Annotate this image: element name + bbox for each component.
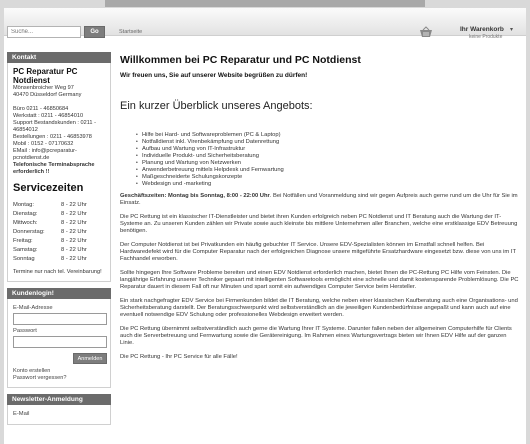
paragraph: Ein stark nachgefragter EDV Service bei Firmenkunden bildet die IT Beratung, welche neben einer klassischen Kaufberatung auch eine Organisations- und Sicherheitsberatung darstellt. Der Beratungsschwerpunkt wird selbstverständlich an die jeweiligen Kundenbedürfnisse angepaßt und kann auch auf eine eventuell notwendige EDV Schulung oder professionelles Webdesign erweitert werden. bbox=[120, 298, 518, 318]
list-item: • Aufbau und Wartung von IT-Infrastruktur bbox=[136, 146, 520, 153]
page-title: Willkommen bei PC Reparatur und PC Notdienst bbox=[120, 54, 361, 66]
address-line: Mönsenbroicher Weg 97 bbox=[13, 85, 74, 91]
forgot-password-link[interactable]: Passwort vergessen? bbox=[13, 375, 67, 381]
paragraph: Die PC Rettung übernimmt selbstverständlich auch gerne die Wartung Ihrer IT Systeme. Darunter fallen neben der allgemeinen Computerhilfe für Clients auch die Serverbetreuung und Fernwartung sowie die Gerätereinigung. Im Rahmen eines Wartungsvertrags bieten wir Ihnen EDV Hilfe auf der ganzen Linie. bbox=[120, 326, 512, 346]
welcome-text: Wir freuen uns, Sie auf unserer Website begrüßen zu dürfen! bbox=[120, 72, 308, 79]
time-cell: 8 - 22 Uhr bbox=[61, 201, 87, 208]
header bbox=[4, 8, 526, 40]
paragraph: Die PC Rettung - Ihr PC Service für alle Fälle! bbox=[120, 354, 238, 360]
paragraph: Der Computer Notdienst ist bei Privatkunden ein häufig gebuchter IT Service. Unsere EDV-Spezialisten können im Ernstfall schnell helfen. Bei Hardwaredefekt wird für die Computer Reparatur nach der erfolgreichen Diagnose unsere mitgeführte Ersatzhardware eingesetzt bzw. diese von uns im IT Fachhandel erworben. bbox=[120, 242, 516, 262]
search-input[interactable] bbox=[7, 26, 81, 38]
service-hours-table bbox=[13, 200, 87, 263]
contact-line: Werkstatt : 0211 - 46854010 bbox=[13, 113, 84, 119]
table-row bbox=[13, 236, 87, 245]
time-cell: 8 - 22 Uhr bbox=[61, 255, 87, 262]
day-cell: Freitag: bbox=[13, 237, 33, 244]
search-go-button[interactable]: Go bbox=[84, 26, 105, 38]
time-cell: 8 - 22 Uhr bbox=[61, 246, 87, 253]
time-cell: 8 - 22 Uhr bbox=[61, 228, 87, 235]
business-hours-bold: Geschäftszeiten: Montag bis Sonntag, 8:00 - 22:00 Uhr bbox=[120, 193, 270, 199]
newsletter-box bbox=[7, 405, 111, 425]
contact-line: Mobil : 0152 - 07170632 bbox=[13, 141, 74, 147]
list-item: • Individuelle Produkt- und Sicherheitsberatung bbox=[136, 153, 520, 160]
page bbox=[4, 8, 526, 444]
list-item: • Webdesign und -marketing bbox=[136, 181, 520, 188]
login-button[interactable]: Anmelden bbox=[73, 353, 107, 364]
chevron-down-icon[interactable]: ▾ bbox=[510, 27, 514, 33]
contact-box-title: Kontakt bbox=[7, 52, 111, 63]
time-cell: 8 - 22 Uhr bbox=[61, 210, 87, 217]
paragraph: Die PC Rettung ist ein klassischer IT-Dienstleister und bietet ihren Kunden erfolgreich neben PC Notdienst und IT Beratung auch die Wartung der IT-Systeme an. Zu unseren Kunden zählen wir Private sowie auch kleinste bis mittlere Unternehmen aller Branchen, welche eine erstklassige EDV Betreuung benötigen. bbox=[120, 214, 518, 234]
day-cell: Donnerstag: bbox=[13, 228, 45, 235]
day-cell: Sonntag bbox=[13, 255, 35, 262]
newsletter-email-label: E-Mail bbox=[13, 411, 30, 417]
list-item: • Planung und Wartung von Netzwerken bbox=[136, 160, 520, 167]
table-row bbox=[13, 209, 87, 218]
appointment-note: Termine nur nach tel. Vereinbarung! bbox=[13, 269, 102, 275]
table-row bbox=[13, 200, 87, 209]
hotline-note: Telefonische Terminabsprache erforderlich !! bbox=[13, 162, 95, 175]
cart-status: keine Produkte bbox=[469, 34, 503, 40]
contact-line: Büro 0211 - 46850684 bbox=[13, 106, 69, 112]
offer-list bbox=[136, 132, 520, 188]
sidebar bbox=[7, 52, 111, 425]
contact-box bbox=[7, 63, 111, 282]
list-item: • Maßgeschneiderte Schulungskonzepte bbox=[136, 174, 520, 181]
day-cell: Montag: bbox=[13, 201, 34, 208]
table-row bbox=[13, 254, 87, 263]
cart-title[interactable]: Ihr Warenkorb bbox=[460, 26, 504, 33]
time-cell: 8 - 22 Uhr bbox=[61, 219, 87, 226]
login-box-title: Kundenlogin! bbox=[7, 288, 111, 299]
business-hours-rest: . Bei Notfällen und Voranmeldung sind wir gegen Aufpreis auch gerne rund um die Uhr für Sie im Einsatz. bbox=[120, 193, 518, 206]
table-row bbox=[13, 245, 87, 254]
day-cell: Mittwoch: bbox=[13, 219, 38, 226]
login-email-field[interactable] bbox=[13, 313, 107, 325]
table-row bbox=[13, 218, 87, 227]
main-content bbox=[120, 54, 520, 368]
list-item: • Hilfe bei Hard- und Softwareproblemen (PC & Laptop) bbox=[136, 132, 520, 139]
overview-heading: Ein kurzer Überblick unseres Angebots: bbox=[120, 100, 313, 112]
company-name: PC Reparatur PC Notdienst bbox=[13, 67, 78, 85]
time-cell: 8 - 22 Uhr bbox=[61, 237, 87, 244]
login-password-field[interactable] bbox=[13, 336, 107, 348]
contact-email[interactable]: EMail : info@pcreparatur-pcnotdienst.de bbox=[13, 148, 77, 161]
table-row bbox=[13, 227, 87, 236]
top-strip bbox=[105, 0, 425, 7]
address-line: 40470 Düsseldorf Germany bbox=[13, 92, 82, 98]
list-item: • Anwenderbetreuung mittels Helpdesk und Fernwartung bbox=[136, 167, 520, 174]
basket-icon[interactable] bbox=[419, 26, 433, 38]
email-label: E-Mail-Adresse bbox=[13, 305, 53, 311]
newsletter-box-title: Newsletter-Anmeldung bbox=[7, 394, 111, 405]
breadcrumb-home[interactable]: Startseite bbox=[119, 29, 143, 35]
contact-line: Support Bestandskunden : 0211 - 46854012 bbox=[13, 120, 96, 133]
paragraph: Sollte hingegen Ihre Software Probleme bereiten und einen EDV Notdienst erforderlich machen, bietet Ihnen die PC-Rettung PC Hilfe vom Feinsten. Die langjährige Erfahrung unserer Techniker gepaart mit intelligenten Softwaretools ermöglicht eine schnelle und damit kostensparende Problemlösung. Die PC Reparatur dauert in diesem Fall oft nur Minuten und spart somit ein aufwendiges Computer Service beim Hersteller. bbox=[120, 270, 519, 290]
create-account-link[interactable]: Konto erstellen bbox=[13, 368, 51, 374]
password-label: Passwort bbox=[13, 328, 37, 334]
contact-line: Bestellungen : 0211 - 46853978 bbox=[13, 134, 92, 140]
service-hours-title: Servicezeiten bbox=[13, 182, 84, 194]
list-item: • Notfalldienst inkl. Virenbekämpfung und Datenrettung bbox=[136, 139, 520, 146]
login-box bbox=[7, 299, 111, 388]
day-cell: Samstag: bbox=[13, 246, 38, 253]
business-hours-paragraph bbox=[120, 193, 520, 207]
day-cell: Dienstag: bbox=[13, 210, 38, 217]
